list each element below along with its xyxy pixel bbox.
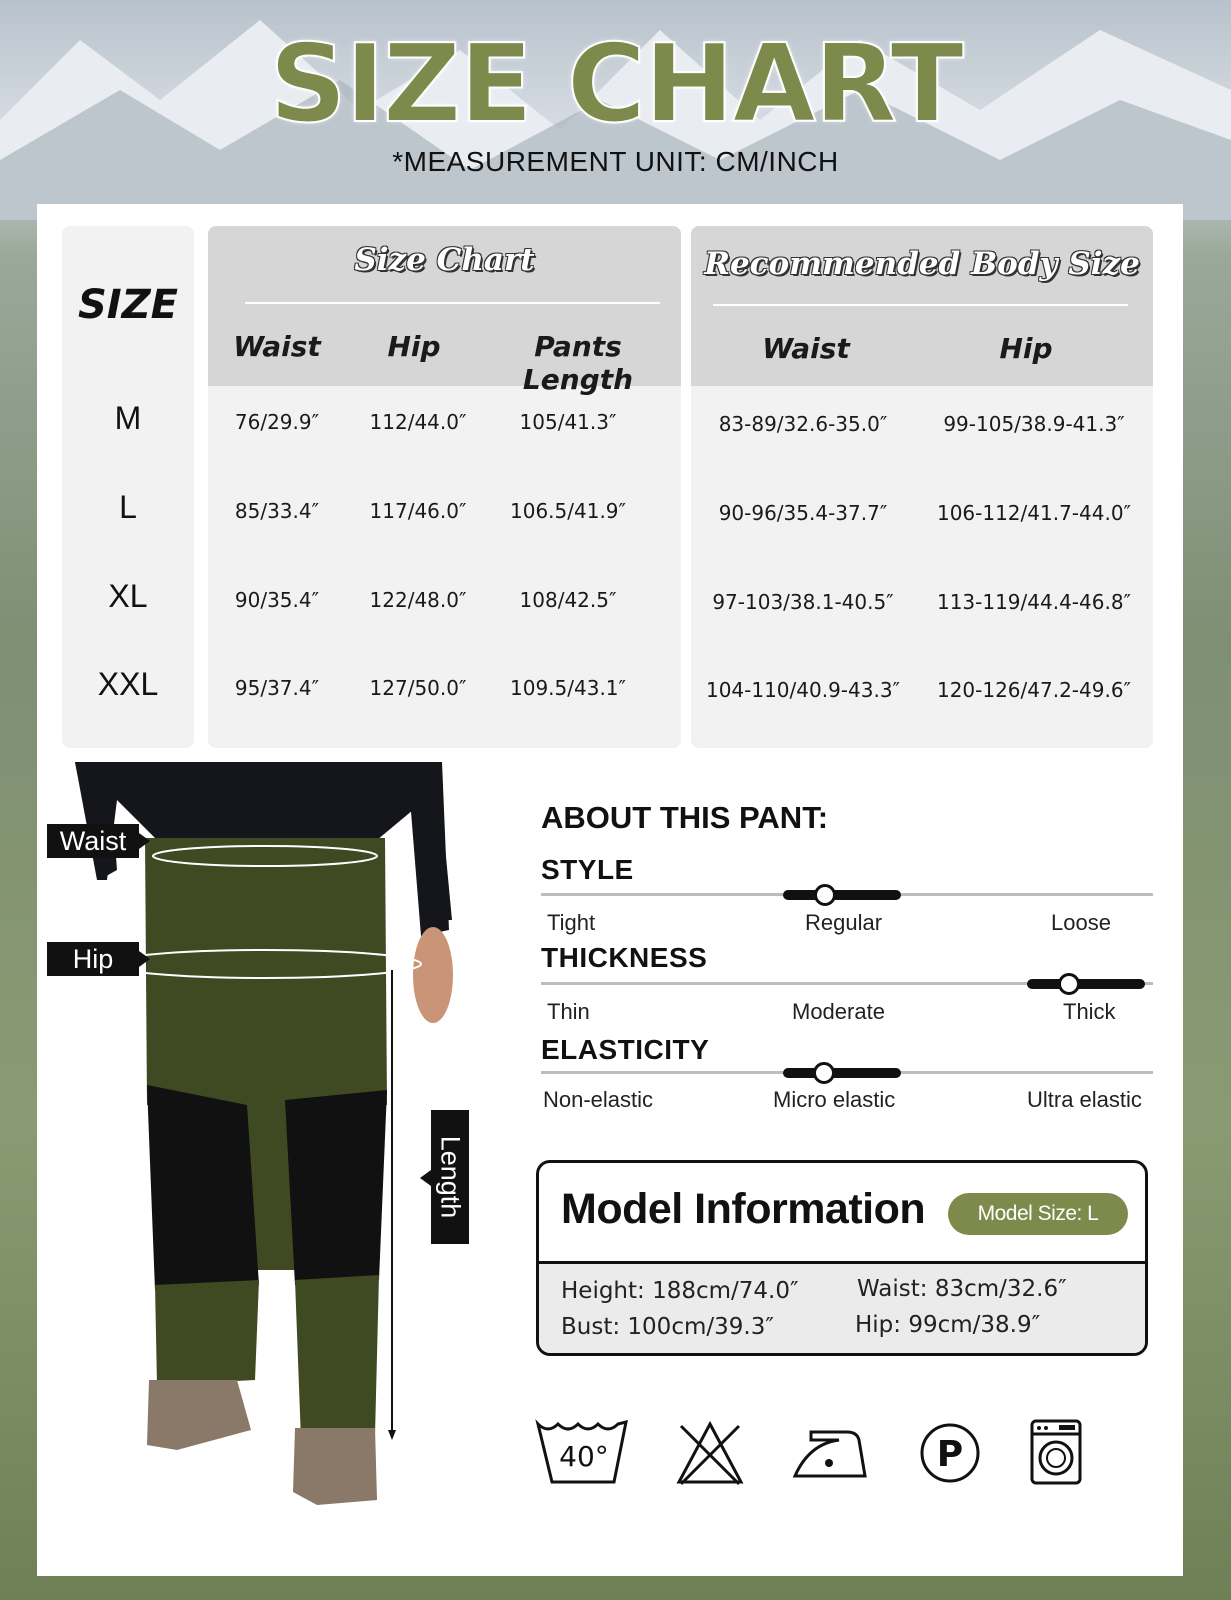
- elasticity-option-ultra-elastic: Ultra elastic: [1027, 1087, 1142, 1112]
- thickness-knob: [1058, 973, 1080, 995]
- header-divider: [713, 304, 1128, 306]
- cell-waist: 90/35.4″: [234, 588, 320, 612]
- cell-hip: 112/44.0″: [369, 410, 467, 434]
- model-info-title: Model Information: [561, 1185, 926, 1233]
- cell-waist: 76/29.9″: [234, 410, 320, 434]
- cell-body-hip: 120-126/47.2-49.6″: [936, 678, 1132, 702]
- size-column-header: SIZE: [77, 282, 179, 328]
- thickness-option-thin: Thin: [547, 999, 590, 1024]
- measurement-unit-note: *MEASUREMENT UNIT: CM/INCH: [392, 146, 839, 177]
- elasticity-option-non-elastic: Non-elastic: [543, 1087, 654, 1112]
- size-label: XL: [108, 578, 148, 614]
- cell-body-waist: 90-96/35.4-37.7″: [718, 501, 888, 525]
- style-option-loose: Loose: [1051, 910, 1111, 935]
- style-highlight: [783, 890, 901, 900]
- cell-hip: 122/48.0″: [369, 588, 467, 612]
- cell-pants-length: 108/42.5″: [519, 588, 617, 612]
- model-height: Height: 188cm/74.0″: [561, 1278, 799, 1304]
- about-title: ABOUT THIS PANT:: [541, 800, 829, 835]
- cell-body-hip: 99-105/38.9-41.3″: [943, 412, 1125, 436]
- cell-pants-length: 106.5/41.9″: [510, 499, 626, 523]
- wash-40-icon: [534, 1418, 632, 1488]
- length-tag: [431, 1110, 469, 1244]
- header-divider: [245, 302, 660, 304]
- waist-tag: Waist: [47, 824, 139, 858]
- size-chart-card: [37, 204, 1183, 1576]
- style-title: STYLE: [541, 854, 634, 885]
- washing-machine-icon: [1029, 1418, 1083, 1488]
- no-bleach-icon: [675, 1418, 745, 1488]
- cell-hip: 117/46.0″: [369, 499, 467, 523]
- dry-clean-letter: P: [936, 1434, 964, 1475]
- size-chart-group-title: Size Chart: [354, 242, 535, 278]
- style-knob: [814, 884, 836, 906]
- model-measurements: [539, 1261, 1145, 1356]
- cell-waist: 95/37.4″: [234, 676, 320, 700]
- cell-body-waist: 83-89/32.6-35.0″: [718, 412, 888, 436]
- col-header-hip: Hip: [387, 330, 441, 363]
- thickness-option-thick: Thick: [1063, 999, 1116, 1024]
- cell-body-hip: 113-119/44.4-46.8″: [936, 590, 1132, 614]
- model-hip: Hip: 99cm/38.9″: [855, 1312, 1041, 1338]
- elasticity-title: ELASTICITY: [541, 1034, 710, 1065]
- size-label: L: [119, 489, 137, 525]
- recommended-group-title: Recommended Body Size: [704, 246, 1140, 282]
- col-header-waist: Waist: [233, 330, 321, 363]
- iron-low-icon: [789, 1418, 871, 1488]
- cell-pants-length: 105/41.3″: [519, 410, 617, 434]
- page-title: SIZE CHART: [269, 22, 962, 147]
- size-label: XXL: [97, 666, 159, 702]
- col-header-pants-length: Pants Length: [522, 330, 634, 396]
- style-option-regular: Regular: [805, 910, 883, 935]
- model-waist: Waist: 83cm/32.6″: [857, 1276, 1067, 1302]
- elasticity-knob: [813, 1062, 835, 1084]
- pants-illustration: [37, 760, 497, 1550]
- wash-temp-text: 40°: [559, 1440, 609, 1473]
- cell-hip: 127/50.0″: [369, 676, 467, 700]
- length-tag-label: Length: [435, 1135, 466, 1219]
- style-option-tight: Tight: [547, 910, 596, 935]
- col-header-body-waist: Waist: [762, 332, 850, 365]
- cell-body-waist: 104-110/40.9-43.3″: [705, 678, 901, 702]
- model-size-badge: Model Size: L: [948, 1193, 1128, 1235]
- model-bust: Bust: 100cm/39.3″: [561, 1314, 774, 1340]
- size-label: M: [114, 400, 142, 436]
- elasticity-highlight: [783, 1068, 901, 1078]
- cell-waist: 85/33.4″: [234, 499, 320, 523]
- model-information-box: [536, 1160, 1148, 1356]
- col-header-body-hip: Hip: [999, 332, 1053, 365]
- cell-body-hip: 106-112/41.7-44.0″: [936, 501, 1132, 525]
- thickness-highlight: [1027, 979, 1145, 989]
- hip-tag: Hip: [47, 942, 139, 976]
- thickness-title: THICKNESS: [541, 942, 708, 973]
- size-chart-panel: [208, 226, 681, 748]
- recommended-body-size-panel: [691, 226, 1153, 748]
- cell-pants-length: 109.5/43.1″: [510, 676, 626, 700]
- dry-clean-p-icon: [917, 1418, 983, 1488]
- cell-body-waist: 97-103/38.1-40.5″: [712, 590, 894, 614]
- elasticity-option-micro-elastic: Micro elastic: [773, 1087, 896, 1112]
- thickness-option-moderate: Moderate: [792, 999, 885, 1024]
